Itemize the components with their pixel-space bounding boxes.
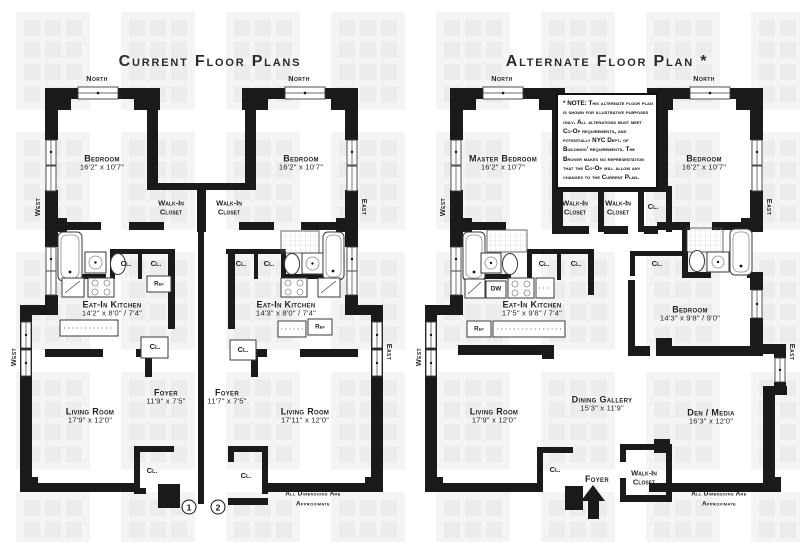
room-label-kitchen-a bbox=[82, 300, 142, 319]
left-plan-walls bbox=[20, 88, 383, 508]
room-label-bedroom-a bbox=[80, 154, 124, 173]
entry-arrow bbox=[581, 485, 605, 519]
bathroom-sink bbox=[707, 252, 729, 272]
room-label-master-bedroom bbox=[469, 154, 537, 173]
closet-label: Cl. bbox=[149, 341, 161, 351]
window bbox=[347, 271, 357, 295]
dishwasher-label: DW bbox=[490, 285, 502, 293]
room-name: Eat-In Kitchen bbox=[256, 299, 316, 310]
window bbox=[46, 247, 56, 271]
closet-label: Cl. bbox=[651, 258, 663, 268]
closet-label: Cl. bbox=[237, 344, 249, 354]
right-plan-title: Alternate Floor Plan * bbox=[505, 53, 709, 71]
tiled-floor bbox=[687, 228, 723, 252]
room-dims: 14'3" x 9'8" / 9'0" bbox=[659, 313, 721, 323]
toilet bbox=[503, 254, 518, 275]
room-name: Bedroom bbox=[84, 153, 120, 164]
refrigerator-label: Ref bbox=[154, 280, 164, 288]
room-dims: 11'9" x 7'5" bbox=[146, 396, 186, 406]
room-name: Den / Media bbox=[687, 407, 735, 418]
window bbox=[752, 166, 762, 191]
room-label-walkin-closet-entry: Walk-In Closet bbox=[631, 468, 657, 486]
compass-west: West bbox=[8, 347, 18, 367]
room-label-walkin-closet-1: Walk-In Closet bbox=[562, 198, 588, 216]
compass-north: North bbox=[693, 73, 715, 83]
room-dims: 14'2" x 8'0" / 7'4" bbox=[81, 308, 143, 318]
window bbox=[752, 290, 762, 318]
window bbox=[46, 166, 56, 191]
room-label-den-media bbox=[687, 408, 734, 427]
room-dims: 17'9" x 12'0" bbox=[67, 415, 113, 425]
room-dims: 17'11" x 12'0" bbox=[280, 415, 330, 425]
room-label-bedroom-ne bbox=[682, 154, 726, 173]
room-label-bedroom-b bbox=[279, 154, 323, 173]
room-label-dining-gallery bbox=[572, 395, 633, 414]
room-label-walkin-closet-a: Walk-In Closet bbox=[158, 198, 184, 216]
kitchen-sink bbox=[62, 278, 84, 297]
room-name: Eat-In Kitchen bbox=[502, 299, 562, 310]
compass-west: West bbox=[32, 197, 42, 217]
window bbox=[752, 140, 762, 165]
window bbox=[347, 247, 357, 271]
bathroom-sink bbox=[481, 253, 501, 273]
closet-label: Cl. bbox=[146, 465, 158, 475]
room-name: Foyer bbox=[214, 387, 240, 398]
refrigerator-label: Ref bbox=[315, 323, 325, 331]
closet-label: Cl. bbox=[235, 258, 247, 268]
compass-north: North bbox=[86, 73, 108, 83]
window bbox=[372, 322, 382, 348]
room-label-foyer: Foyer bbox=[584, 473, 610, 484]
compass-east: East bbox=[788, 343, 798, 361]
room-dims: 11'7" x 7'5" bbox=[207, 396, 247, 406]
window bbox=[451, 166, 461, 191]
room-label-living-b bbox=[281, 407, 329, 426]
room-dims: 14'3" x 8'0" / 7'4" bbox=[255, 308, 317, 318]
toilet bbox=[285, 254, 300, 275]
closet-label: Cl. bbox=[549, 464, 561, 474]
window bbox=[690, 87, 730, 99]
room-name: Living Room bbox=[469, 406, 519, 417]
compass-north: North bbox=[288, 73, 310, 83]
window bbox=[285, 87, 325, 99]
room-label-foyer-b bbox=[207, 388, 246, 407]
tiled-floor bbox=[281, 231, 319, 253]
window bbox=[451, 247, 461, 271]
compass-east: East bbox=[765, 198, 775, 216]
bathroom-sink bbox=[302, 253, 323, 274]
kitchen-counter bbox=[493, 321, 565, 337]
window bbox=[21, 350, 31, 376]
room-label-walkin-closet-2: Walk-In Closet bbox=[605, 198, 631, 216]
room-name: Bedroom bbox=[672, 304, 708, 315]
closet-label: Cl. bbox=[263, 258, 275, 268]
window bbox=[372, 350, 382, 376]
room-dims: 16'2" x 10'7" bbox=[79, 162, 125, 172]
room-label-living bbox=[470, 407, 518, 426]
window bbox=[46, 271, 56, 295]
room-name: Foyer bbox=[153, 387, 179, 398]
room-name: Living Room bbox=[280, 406, 330, 417]
compass-north: North bbox=[491, 73, 513, 83]
alternate-plan-note: * NOTE: This alternate floor plan is shown for illustrative purposes only. All alterations must meet Co-Op requirements, and potentially NYC Dept. of Buildings' requirements. The Broker makes no representation that the Co-Op will allow any changes to the Current Plan. bbox=[556, 93, 658, 189]
left-plan-title: Current Floor Plans bbox=[118, 53, 302, 71]
room-label-foyer-a bbox=[146, 388, 185, 407]
window bbox=[775, 358, 785, 382]
room-dims: 16'2" x 10'7" bbox=[480, 162, 526, 172]
room-dims: 16'2" x 10'7" bbox=[681, 162, 727, 172]
dimensions-disclaimer: All Dimensions Are Approximate bbox=[691, 490, 747, 507]
toilet bbox=[690, 251, 705, 272]
room-label-living-a bbox=[66, 407, 114, 426]
compass-west: West bbox=[437, 197, 447, 217]
refrigerator-label: Ref bbox=[474, 325, 484, 333]
window bbox=[347, 140, 357, 165]
window bbox=[347, 166, 357, 191]
room-name: Master Bedroom bbox=[468, 153, 538, 164]
kitchen-counter bbox=[536, 278, 554, 298]
bathtub bbox=[730, 229, 752, 275]
bathroom-sink bbox=[85, 252, 106, 273]
room-dims: 16'2" x 10'7" bbox=[278, 162, 324, 172]
unit-number-2 bbox=[211, 500, 226, 515]
unit-number-text: 2 bbox=[215, 502, 221, 512]
room-label-walkin-closet-b: Walk-In Closet bbox=[216, 198, 242, 216]
closet-label: Cl. bbox=[570, 258, 582, 268]
room-name: Living Room bbox=[65, 406, 115, 417]
compass-east: East bbox=[385, 343, 395, 361]
kitchen-sink bbox=[465, 279, 485, 298]
room-dims: 17'5" x 9'8" / 7'4" bbox=[501, 308, 563, 318]
room-name: Bedroom bbox=[686, 153, 722, 164]
compass-west: West bbox=[413, 347, 423, 367]
unit-number-text: 1 bbox=[186, 502, 192, 512]
window bbox=[426, 350, 436, 376]
kitchen-sink bbox=[318, 278, 340, 297]
room-name: Bedroom bbox=[283, 153, 319, 164]
window bbox=[78, 87, 118, 99]
room-label-kitchen bbox=[502, 300, 562, 319]
closet-label: Cl. bbox=[647, 201, 659, 211]
stove bbox=[508, 278, 534, 298]
window bbox=[451, 271, 461, 295]
room-label-bedroom-se bbox=[660, 305, 720, 324]
room-dims: 15'3" x 11'9" bbox=[580, 403, 624, 413]
window bbox=[483, 87, 523, 99]
kitchen-counter bbox=[278, 321, 306, 337]
room-label-kitchen-b bbox=[256, 300, 316, 319]
window bbox=[46, 140, 56, 165]
unit-number-1 bbox=[182, 500, 197, 515]
room-name: Dining Gallery bbox=[571, 394, 633, 405]
tiled-floor bbox=[487, 230, 527, 252]
compass-east: East bbox=[360, 198, 370, 216]
dimensions-disclaimer: All Dimensions Are Approximate bbox=[285, 490, 341, 507]
room-dims: 17'9" x 12'0" bbox=[471, 415, 517, 425]
kitchen-counter bbox=[60, 320, 118, 336]
room-name: Eat-In Kitchen bbox=[82, 299, 142, 310]
window bbox=[451, 140, 461, 165]
closet-label: Cl. bbox=[120, 258, 132, 268]
window bbox=[426, 322, 436, 348]
stove bbox=[281, 278, 307, 297]
room-dims: 16'3" x 12'0" bbox=[688, 416, 734, 426]
bathtub bbox=[323, 232, 344, 280]
stove bbox=[88, 278, 114, 297]
window bbox=[21, 322, 31, 348]
bathtub bbox=[58, 232, 82, 281]
closet-label: Cl. bbox=[240, 470, 252, 480]
closet-label: Cl. bbox=[538, 258, 550, 268]
closet-label: Cl. bbox=[150, 258, 162, 268]
